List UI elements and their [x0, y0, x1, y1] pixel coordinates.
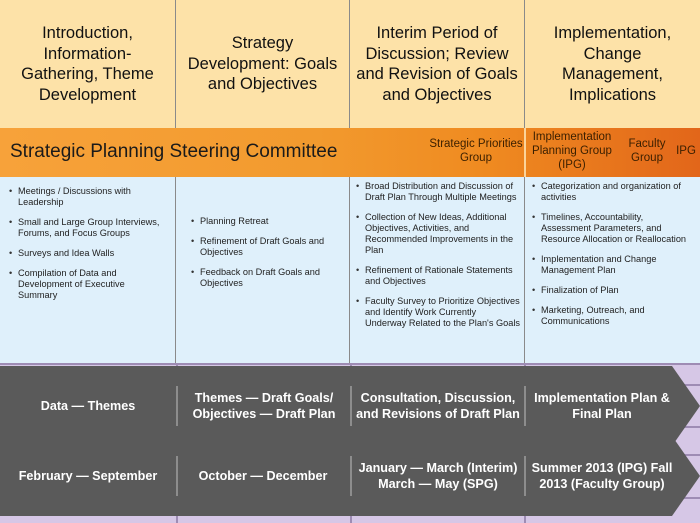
faculty-group-label: Faculty Group	[628, 138, 666, 164]
activity-item: • Marketing, Outreach, and Communications	[531, 305, 694, 327]
arrow-divider	[176, 386, 178, 426]
timeline-phase-2: October — December	[198, 469, 328, 483]
header-phase-2-text: Strategy Development: Goals and Objectives	[187, 34, 338, 94]
output-phase-4: Implementation Plan & Final Plan	[534, 391, 670, 421]
steering-committee-title: Strategic Planning Steering Committee	[10, 141, 338, 162]
activities-column-3	[350, 177, 525, 363]
output-phase-2: Themes — Draft Goals/ Objectives — Draft Plan	[192, 391, 336, 421]
timeline-phase-3: January — March (Interim) March — May (SPG)	[358, 461, 518, 491]
timeline-phase-4: Summer 2013 (IPG) Fall 2013 (Faculty Group)	[531, 461, 673, 491]
output-phase-1: Data — Themes	[40, 399, 136, 413]
arrow-divider	[350, 456, 352, 496]
arrow-divider	[524, 456, 526, 496]
ipg-label: IPG	[676, 145, 696, 157]
header-phase-1-text: Introduction, Information-Gathering, Theme Development	[21, 24, 154, 104]
header-phase-1	[0, 0, 176, 128]
timeline-phase-1: February — September	[18, 469, 158, 483]
implementation-planning-label: Implementation Planning Group (IPG)	[532, 131, 612, 171]
header-phase-4	[525, 0, 700, 128]
activity-item: • Surveys and Idea Walls	[8, 248, 165, 259]
arrow-divider	[524, 386, 526, 426]
activity-item: • Collection of New Ideas, Additional Objectives, Activities, and Recommended Improvements in the Plan	[355, 212, 520, 256]
activity-item: • Small and Large Group Interviews, Forums, and Focus Groups	[8, 217, 165, 239]
header-phase-2	[176, 0, 350, 128]
activity-item: • Feedback on Draft Goals and Objectives	[190, 267, 341, 289]
header-phase-4-text: Implementation, Change Management, Implications	[553, 24, 672, 104]
activity-item: • Categorization and organization of activities	[531, 181, 694, 203]
activity-item: • Refinement of Draft Goals and Objectives	[190, 236, 341, 258]
activity-item: • Timelines, Accountability, Assessment Parameters, and Resource Allocation or Reallocation	[531, 212, 694, 245]
activities-column-1	[0, 177, 176, 363]
activity-item: • Planning Retreat	[190, 216, 341, 227]
activity-item: • Meetings / Discussions with Leadership	[8, 186, 165, 208]
activity-item: • Refinement of Rationale Statements and Objectives	[355, 265, 520, 287]
activities-column-4	[525, 177, 700, 363]
output-phase-3: Consultation, Discussion, and Revisions of Draft Plan	[356, 391, 520, 421]
activity-item: • Implementation and Change Management Plan	[531, 254, 694, 276]
header-phase-3	[350, 0, 525, 128]
activity-item: • Faculty Survey to Prioritize Objectives and Identify Work Currently Underway Related to the Plan's Goals	[355, 296, 520, 329]
activities-column-2	[176, 177, 350, 363]
activity-item: • Broad Distribution and Discussion of Draft Plan Through Multiple Meetings	[355, 181, 520, 203]
strategic-priorities-label: Strategic Priorities Group	[429, 138, 523, 164]
header-phase-3-text: Interim Period of Discussion; Review and Revision of Goals and Objectives	[356, 24, 518, 104]
activity-item: • Finalization of Plan	[531, 285, 694, 296]
activity-item: • Compilation of Data and Development of Executive Summary	[8, 268, 165, 301]
arrow-divider	[350, 386, 352, 426]
